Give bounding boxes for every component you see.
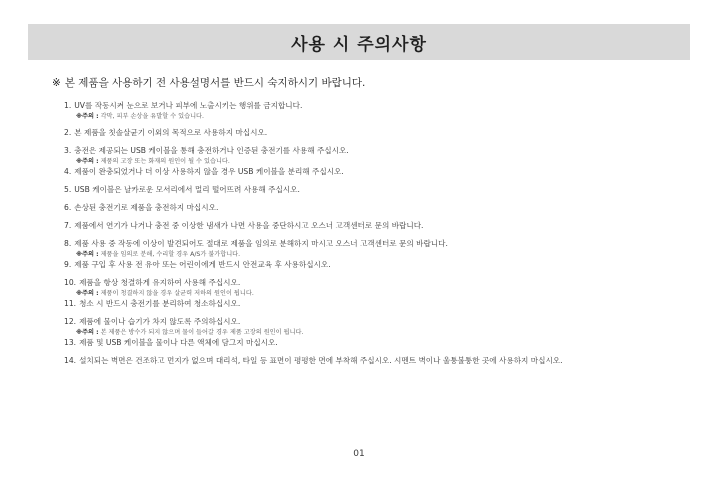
list-item: 12. 제품에 물이나 습기가 차지 않도록 주의하십시오.: [64, 317, 241, 326]
list-item: 3. 충전은 제공되는 USB 케이블을 통해 충전하거나 인증된 충전기를 사용해 주십시오.: [64, 146, 349, 155]
caution-note: ※주의 : 제품의 고장 또는 화재의 원인이 될 수 있습니다.: [76, 158, 230, 165]
page-number: 01: [353, 449, 365, 459]
list-item: 11. 청소 시 반드시 충전기를 분리하여 청소하십시오.: [64, 299, 241, 308]
list-item: 9. 제품 구입 후 사용 전 유아 또는 어린이에게 반드시 안전교육 후 사용하십시오.: [64, 260, 331, 269]
caution-note: ※주의 : 제품이 청결하지 않을 경우 살균력 저하의 원인이 됩니다.: [76, 290, 254, 297]
notice-text: 본 제품을 사용하기 전 사용설명서를 반드시 숙지하시기 바랍니다.: [64, 77, 366, 89]
list-item: 4. 제품이 완충되었거나 더 이상 사용하지 않을 경우 USB 케이블을 분리해 주십시오.: [64, 167, 344, 176]
list-item: 2. 본 제품을 칫솔살균기 이외의 목적으로 사용하지 마십시오.: [64, 128, 268, 137]
notice-mark: ※: [52, 77, 61, 89]
list-item: 10. 제품을 항상 청결하게 유지하여 사용해 주십시오.: [64, 278, 241, 287]
caution-list: [64, 100, 694, 367]
list-item: 7. 제품에서 연기가 나거나 충전 중 이상한 냄새가 나면 사용을 중단하시고 오스너 고객센터로 문의 바랍니다.: [64, 221, 424, 230]
caution-note: ※주의 : 각막, 피부 손상을 유발할 수 있습니다.: [76, 113, 205, 120]
caution-note: ※주의 : 제품을 임의로 분해, 수리할 경우 A/S가 불가합니다.: [76, 251, 241, 258]
list-item: 13. 제품 및 USB 케이블을 물이나 다른 액체에 담그지 마십시오.: [64, 338, 278, 347]
title-bar: [28, 24, 690, 60]
list-item: 1. UV를 작동시켜 눈으로 보거나 피부에 노출시키는 행위를 금지합니다.: [64, 101, 303, 110]
caution-note: ※주의 : 본 제품은 방수가 되지 않으며 물이 들어갈 경우 제품 고장의 원인이 됩니다.: [76, 329, 304, 336]
list-item: 5. USB 케이블은 날카로운 모서리에서 멀리 떨어뜨려 사용해 주십시오.: [64, 185, 300, 194]
list-item: 6. 손상된 충전기로 제품을 충전하지 마십시오.: [64, 203, 219, 212]
notice-line: [52, 75, 365, 90]
list-item: 14. 설치되는 벽면은 건조하고 먼지가 없으며 대리석, 타일 등 표면이 평평한 면에 부착해 주십시오. 시멘트 벽이나 울퉁불퉁한 곳에 사용하지 마십시오.: [64, 356, 563, 365]
list-item: 8. 제품 사용 중 작동에 이상이 발견되어도 절대로 제품을 임의로 분해하지 마시고 오스너 고객센터로 문의 바랍니다.: [64, 239, 448, 248]
page-title: 사용 시 주의사항: [291, 34, 427, 55]
